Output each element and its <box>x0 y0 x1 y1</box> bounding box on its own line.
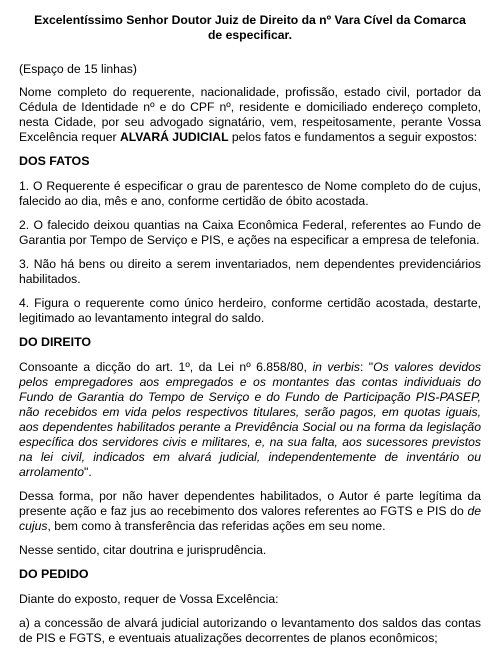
law-quote-close: ". <box>84 465 92 479</box>
spacing-note: (Espaço de 15 linhas) <box>19 62 137 76</box>
law-citation-start: Consoante a dicção do art. 1º, da Lei nº 6.858/80, <box>19 360 313 374</box>
law-paragraph-3: Nesse sentido, citar doutrina e jurisprudência. <box>19 543 267 557</box>
law-p2-end: , bem como à transferência das referidas ações em seu nome. <box>47 519 386 533</box>
fact-item-1: 1. O Requerente é especificar o grau de parentesco de Nome completo do de cujus, falecido ao dia, mês e ano, conforme certidão de óbito acostada. <box>19 179 481 208</box>
document-heading <box>19 13 481 43</box>
intro-text-start: Nome completo do requerente, nacionalidade, profissão, estado civil, portador da Cédula de Identidade nº e do CPF nº, residente e domiciliado endereço completo, nesta Cidade, por seu advogado signatário, vem, respeitosamente, perante Vossa Excelência requer <box>19 85 481 144</box>
fact-item-3: 3. Não há bens ou direito a serem inventariados, nem dependentes previdenciários habilitados. <box>19 257 481 286</box>
fact-item-2: 2. O falecido deixou quantias na Caixa Econômica Federal, referentes ao Fundo de Garantia por Tempo de Serviço e PIS, e ações na especificar a empresa de telefonia. <box>19 218 481 247</box>
section-title-facts: DOS FATOS <box>19 154 90 168</box>
law-paragraph-1 <box>19 360 481 480</box>
law-quote-open: : " <box>359 360 374 374</box>
intro-bold-term: ALVARÁ JUDICIAL <box>119 130 229 144</box>
heading-line-1: Excelentíssimo Senhor Doutor Juiz de Direito da nº Vara Cível da Comarca <box>34 13 466 27</box>
law-de-cujus: de cujus <box>19 504 481 533</box>
fact-item-4: 4. Figura o requerente como único herdeiro, conforme certidão acostada, destarte, legitimado ao levantamento integral do saldo. <box>19 296 481 325</box>
facts-list <box>19 179 481 326</box>
section-title-law: DO DIREITO <box>19 335 92 349</box>
law-in-verbis: in verbis <box>312 360 360 374</box>
intro-text-end: pelos fatos e fundamentos a seguir expostos: <box>228 130 478 144</box>
intro-paragraph <box>19 85 481 145</box>
law-p2-start: Dessa forma, por não haver dependentes habilitados, o Autor é parte legítima da presente ação e faz jus ao recebimento dos valores referentes ao FGTS e PIS do <box>19 489 481 518</box>
request-paragraph-1: Diante do exposto, requer de Vossa Excelência: <box>19 592 279 606</box>
law-paragraph-2 <box>19 489 481 534</box>
heading-line-2: de especificar. <box>207 28 292 42</box>
request-item-a: a) a concessão de alvará judicial autorizando o levantamento dos saldos das contas de PIS e FGTS, e eventuais atualizações decorrentes de planos econômicos; <box>19 616 481 645</box>
section-title-request: DO PEDIDO <box>19 567 89 581</box>
petition-document <box>19 13 481 655</box>
law-quoted-text: Os valores devidos pelos empregadores aos empregados e os montantes das contas individuais do Fundo de Garantia do Tempo de Serviço e do Fundo de Participação PIS-PASEP, não recebidos em vida pelos respectivos titulares, serão pagos, em quotas iguais, aos dependentes habilitados perante a Previdência Social ou na forma da legislação específica dos servidores civis e militares, e, na sua falta, aos sucessores previstos na lei civil, indicados em alvará judicial, independentemente de inventário ou arrolamento <box>19 360 481 479</box>
